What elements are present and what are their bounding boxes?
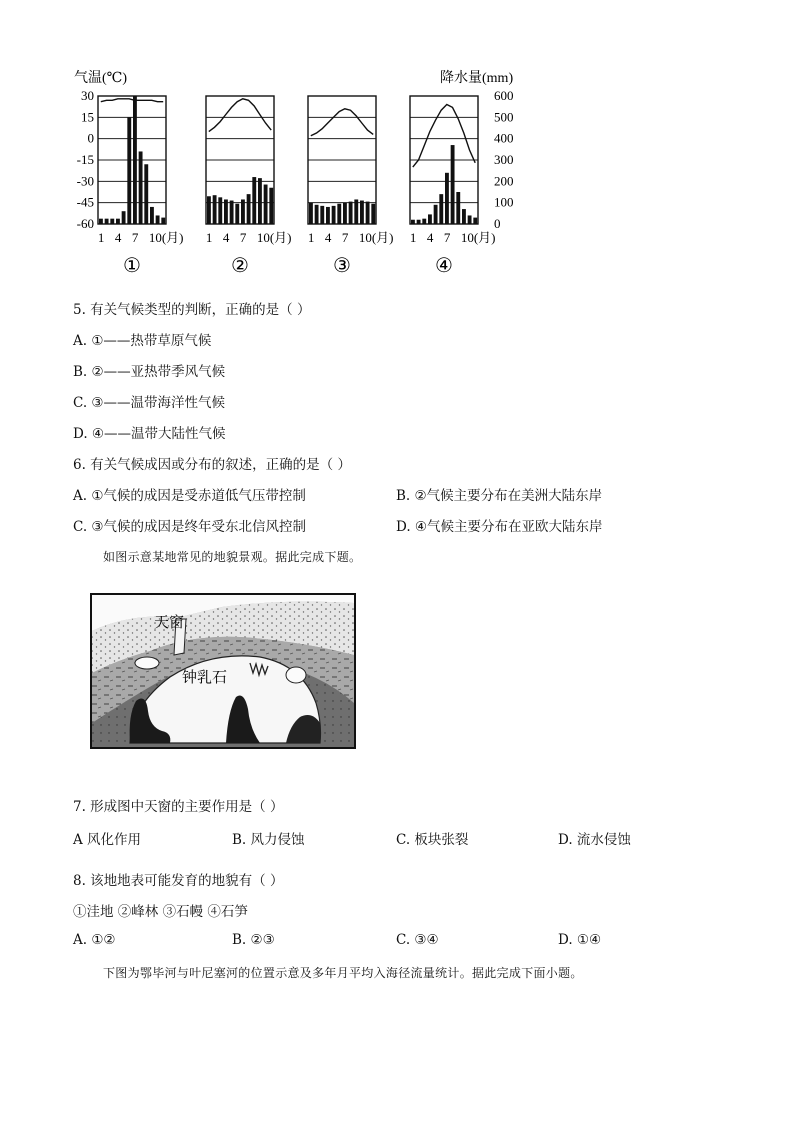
month-tick-label: 1 bbox=[97, 230, 105, 245]
precipitation-bar bbox=[462, 209, 466, 224]
precipitation-bar bbox=[99, 219, 103, 224]
precipitation-bar bbox=[144, 164, 148, 224]
panel-label: ② bbox=[231, 253, 249, 277]
precipitation-bar bbox=[218, 197, 222, 224]
month-tick-label: 1 bbox=[205, 230, 213, 245]
precipitation-bar bbox=[411, 220, 415, 224]
q6-option-a[interactable]: A. ①气候的成因是受赤道低气压带控制 bbox=[73, 488, 306, 504]
q8-stem: 8. 该地地表可能发育的地貌有（ ） bbox=[73, 873, 284, 889]
month-tick-label: 4 bbox=[324, 230, 332, 245]
month-tick-label: 4 bbox=[114, 230, 122, 245]
precipitation-bar bbox=[127, 117, 131, 224]
precipitation-bar bbox=[269, 188, 273, 224]
month-tick-label: 10(月) bbox=[358, 230, 394, 245]
precipitation-bar bbox=[116, 219, 120, 224]
q5-option-a[interactable]: A. ①——热带草原气候 bbox=[73, 333, 212, 349]
precipitation-bar bbox=[473, 218, 477, 224]
precipitation-bar bbox=[139, 151, 143, 224]
q6-option-c[interactable]: C. ③气候的成因是终年受东北信风控制 bbox=[73, 519, 307, 535]
precipitation-bar bbox=[445, 173, 449, 224]
q8-option-a[interactable]: A. ①② bbox=[73, 932, 116, 948]
month-tick-label: 4 bbox=[426, 230, 434, 245]
precipitation-bar bbox=[360, 201, 364, 224]
precipitation-tick-label: 500 bbox=[494, 109, 514, 125]
precipitation-bar bbox=[235, 204, 239, 224]
q7-option-a[interactable]: A 风化作用 bbox=[73, 832, 142, 848]
month-tick-label: 10(月) bbox=[148, 230, 184, 245]
precipitation-bar bbox=[326, 207, 330, 224]
precipitation-bar bbox=[122, 211, 126, 224]
q5-option-d[interactable]: D. ④——温带大陆性气候 bbox=[73, 426, 226, 442]
precipitation-bar bbox=[315, 205, 319, 224]
precipitation-bar bbox=[354, 199, 358, 224]
temperature-curve bbox=[209, 99, 271, 132]
panel-label: ① bbox=[123, 253, 141, 277]
precipitation-bar bbox=[343, 203, 347, 224]
precipitation-tick-label: 100 bbox=[494, 194, 514, 210]
q7-stem: 7. 形成图中天窗的主要作用是（ ） bbox=[73, 799, 284, 815]
precipitation-bar bbox=[439, 194, 443, 224]
month-tick-label: 10(月) bbox=[460, 230, 496, 245]
month-tick-label: 7 bbox=[443, 230, 451, 245]
temperature-tick-label: -30 bbox=[76, 173, 94, 189]
temperature-tick-label: -15 bbox=[76, 152, 94, 167]
q7-option-c[interactable]: C. 板块张裂 bbox=[396, 832, 469, 848]
precipitation-bar bbox=[156, 215, 160, 224]
precipitation-axis-label: 降水量(mm) bbox=[440, 71, 514, 86]
month-tick-label: 7 bbox=[239, 230, 247, 245]
precipitation-bar bbox=[224, 199, 228, 224]
precipitation-bar bbox=[451, 145, 455, 224]
precipitation-bar bbox=[371, 204, 375, 224]
q7-option-d[interactable]: D. 流水侵蚀 bbox=[558, 832, 631, 848]
month-tick-label: 7 bbox=[131, 230, 139, 245]
month-tick-label: 10(月) bbox=[256, 230, 292, 245]
precipitation-bar bbox=[456, 192, 460, 224]
temperature-tick-label: 0 bbox=[87, 130, 94, 146]
q5-stem: 5. 有关气候类型的判断，正确的是（ ） bbox=[73, 302, 311, 318]
precipitation-bar bbox=[230, 201, 234, 224]
precipitation-tick-label: 400 bbox=[494, 130, 514, 146]
precipitation-tick-label: 200 bbox=[494, 173, 514, 189]
q7-option-b[interactable]: B. 风力侵蚀 bbox=[232, 832, 305, 848]
precipitation-bar bbox=[366, 202, 370, 224]
climate-charts bbox=[60, 64, 540, 282]
panel-label: ④ bbox=[435, 253, 453, 277]
precipitation-bar bbox=[252, 177, 256, 224]
precipitation-bar bbox=[320, 206, 324, 224]
precipitation-bar bbox=[434, 205, 438, 224]
stalactite-label: 钟乳石 bbox=[182, 670, 228, 686]
precipitation-bar bbox=[213, 195, 217, 224]
precipitation-bar bbox=[422, 219, 426, 224]
karst-landform-figure bbox=[90, 593, 356, 749]
q8-option-b[interactable]: B. ②③ bbox=[232, 932, 275, 948]
precipitation-tick-label: 600 bbox=[494, 88, 514, 103]
precipitation-bar bbox=[309, 203, 313, 224]
month-tick-label: 4 bbox=[222, 230, 230, 245]
q8-items: ①洼地 ②峰林 ③石幔 ④石笋 bbox=[73, 904, 248, 920]
precipitation-bar bbox=[150, 207, 154, 224]
intro-rivers: 下图为鄂毕河与叶尼塞河的位置示意及多年月平均入海径流量统计。据此完成下面小题。 bbox=[103, 966, 583, 980]
precipitation-tick-label: 300 bbox=[494, 152, 514, 167]
precipitation-bar bbox=[428, 214, 432, 224]
precipitation-bar bbox=[110, 219, 114, 224]
q6-stem: 6. 有关气候成因或分布的叙述，正确的是（ ） bbox=[73, 457, 351, 473]
q6-option-d[interactable]: D. ④气候主要分布在亚欧大陆东岸 bbox=[396, 519, 603, 535]
temperature-curve bbox=[101, 99, 163, 102]
precipitation-bar bbox=[468, 215, 472, 224]
precipitation-bar bbox=[241, 199, 245, 224]
precipitation-bar bbox=[417, 220, 421, 224]
temperature-tick-label: 30 bbox=[81, 88, 94, 103]
precipitation-bar bbox=[247, 194, 251, 224]
precipitation-bar bbox=[105, 219, 109, 224]
temperature-axis-label: 气温(℃) bbox=[74, 71, 127, 86]
intro-karst: 如图示意某地常见的地貌景观。据此完成下题。 bbox=[103, 550, 362, 564]
q6-option-b[interactable]: B. ②气候主要分布在美洲大陆东岸 bbox=[396, 488, 603, 504]
q8-option-d[interactable]: D. ①④ bbox=[558, 932, 602, 948]
precipitation-bar bbox=[264, 185, 268, 224]
temperature-curve bbox=[311, 109, 373, 136]
panel-label: ③ bbox=[333, 253, 351, 277]
precipitation-bar bbox=[349, 202, 353, 224]
skylight-label: 天窗 bbox=[154, 615, 185, 631]
month-tick-label: 7 bbox=[341, 230, 349, 245]
q5-option-b[interactable]: B. ②——亚热带季风气候 bbox=[73, 364, 226, 380]
q5-option-c[interactable]: C. ③——温带海洋性气候 bbox=[73, 395, 226, 411]
month-tick-label: 1 bbox=[409, 230, 417, 245]
precipitation-bar bbox=[332, 206, 336, 224]
temperature-tick-label: -60 bbox=[76, 216, 94, 231]
month-tick-label: 1 bbox=[307, 230, 315, 245]
q8-option-c[interactable]: C. ③④ bbox=[396, 932, 439, 948]
temperature-tick-label: -45 bbox=[76, 194, 94, 210]
precipitation-tick-label: 0 bbox=[494, 216, 501, 231]
temperature-curve bbox=[413, 105, 475, 168]
temperature-tick-label: 15 bbox=[81, 109, 94, 125]
precipitation-bar bbox=[133, 96, 137, 224]
precipitation-bar bbox=[207, 196, 211, 224]
precipitation-bar bbox=[337, 204, 341, 224]
precipitation-bar bbox=[161, 218, 165, 224]
precipitation-bar bbox=[258, 178, 262, 224]
